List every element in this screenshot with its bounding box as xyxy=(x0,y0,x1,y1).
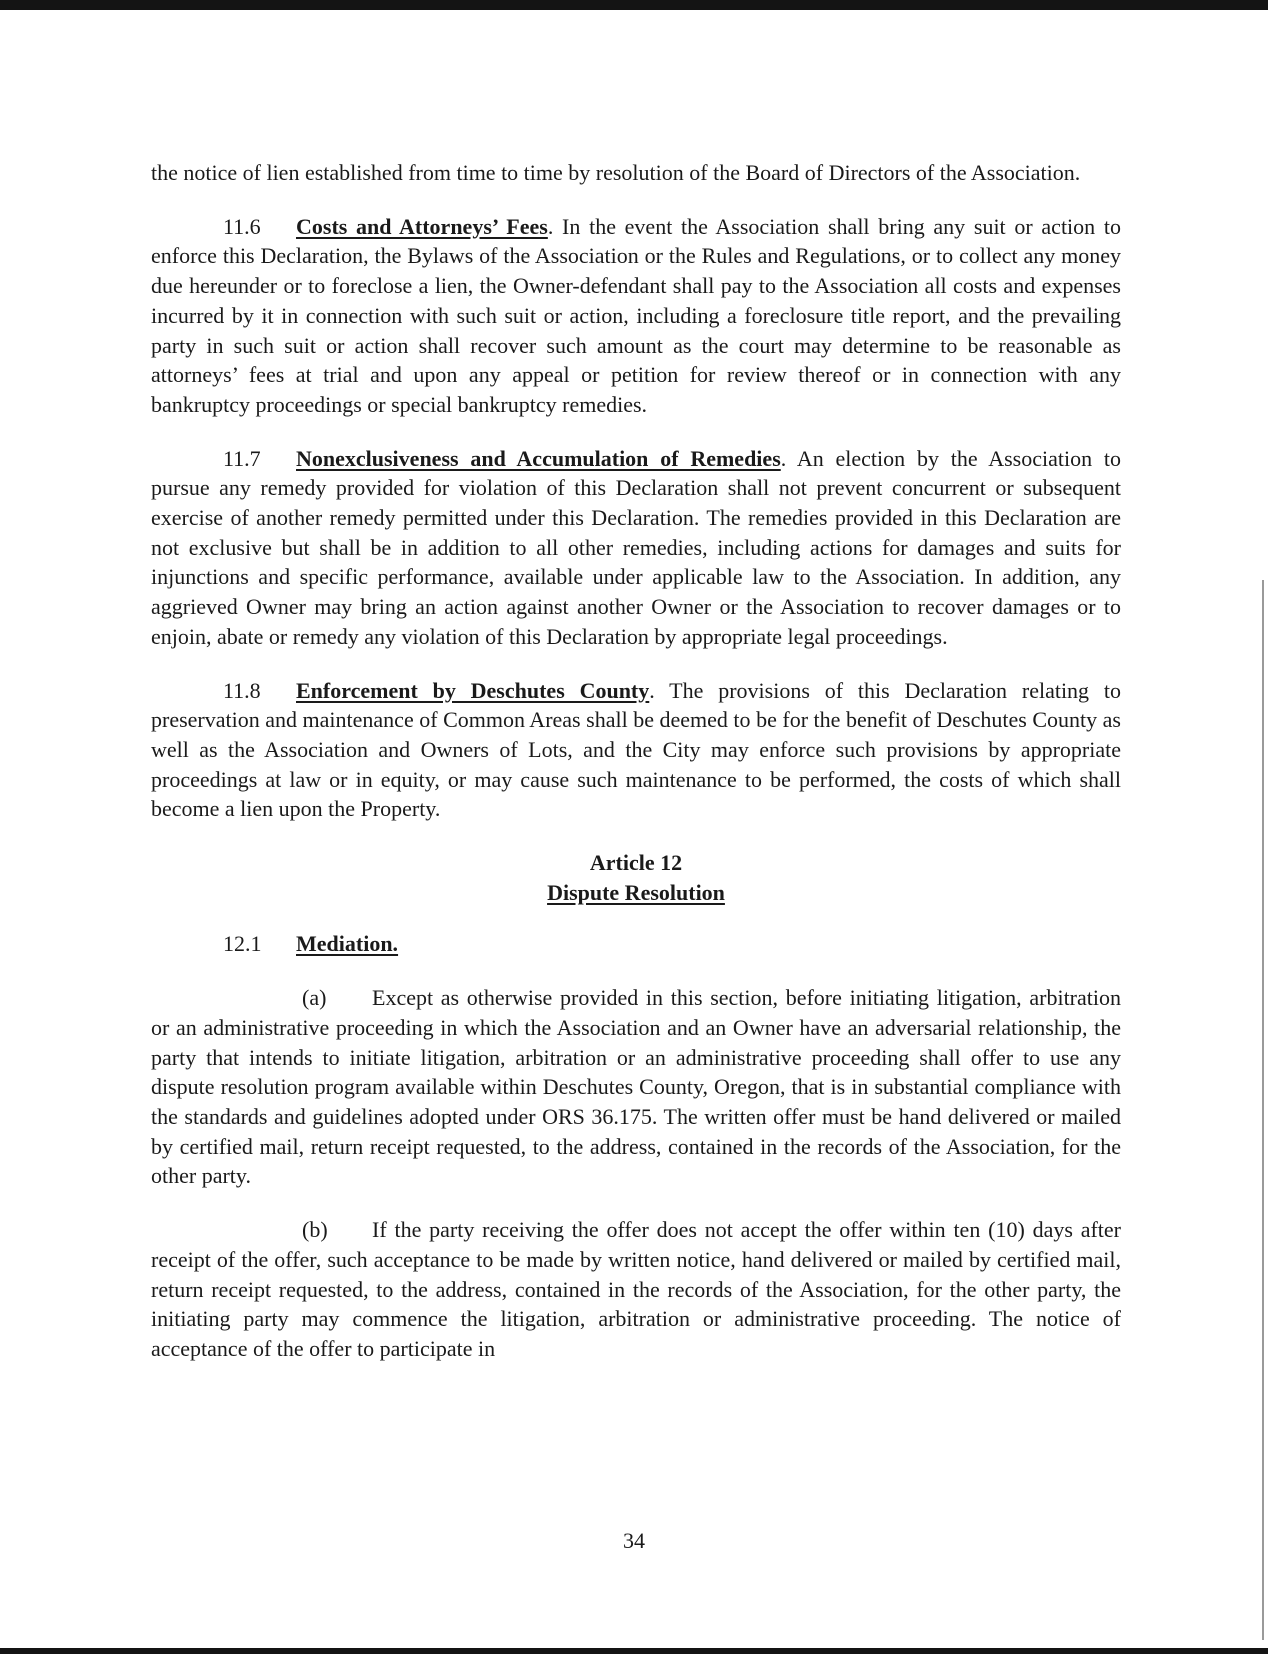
subsection-a xyxy=(151,983,1121,1191)
carryover-paragraph: the notice of lien established from time to time by resolution of the Board of Directors of the Association. xyxy=(151,160,1081,185)
section-body: An election by the Association to pursue any remedy provided for violation of this Declaration shall not prevent concurrent or subsequent exercise of another remedy permitted under this Declaration. The remedies provided in this Declaration are not exclusive but shall be in addition to all other remedies, including actions for damages and suits for injunctions and specific performance, available under applicable law to the Association. In addition, any aggrieved Owner may bring an action against another Owner or the Association to recover damages or to enjoin, abate or remedy any violation of this Declaration by appropriate legal proceedings. xyxy=(151,445,1121,649)
article-heading xyxy=(151,848,1121,907)
page-number: 34 xyxy=(623,1528,645,1553)
section-body: The provisions of this Declaration relating to preservation and maintenance of Common Areas shall be deemed to be for the benefit of Deschutes County as well as the Association and Owners of Lots, and the City may enforce such provisions by appropriate proceedings at law or in equity, or may cause such maintenance to be performed, the costs of which shall become a lien upon the Property. xyxy=(151,677,1121,822)
section-12-1 xyxy=(151,929,1121,959)
subsection-b xyxy=(151,1215,1121,1364)
section-number: 12.1 xyxy=(223,931,262,957)
scan-edge-right xyxy=(1262,580,1264,1640)
section-number: 11.8 xyxy=(223,677,261,703)
section-heading: Nonexclusiveness and Accumulation of Remedies xyxy=(296,445,781,471)
section-heading: Costs and Attorneys’ Fees xyxy=(296,213,548,239)
section-number: 11.6 xyxy=(223,213,261,239)
section-number: 11.7 xyxy=(223,445,261,471)
subsection-body: Except as otherwise provided in this section, before initiating litigation, arbitration or an administrative proceeding in which the Association and an Owner have an adversarial relationship, the party that intends to initiate litigation, arbitration or an administrative proceeding shall offer to use any dispute resolution program available within Deschutes County, Oregon, that is in substantial compliance with the standards and guidelines adopted under ORS 36.175. The written offer must be hand delivered or mailed by certified mail, return receipt requested, to the address, contained in the records of the Association, for the other party. xyxy=(151,985,1121,1189)
section-11-8: 11.8 Enforcement by Deschutes County. The provisions of this Declaration relating to preservation and maintenance of Common Areas shall be deemed to be for the benefit of Deschutes County as well as the Association and Owners of Lots, and the City may enforce such provisions by appropriate proceedings at law or in equity, or may cause such maintenance to be performed, the costs of which shall become a lien upon the Property. xyxy=(151,677,1121,822)
subsection-label: (a) xyxy=(302,985,327,1011)
section-11-7: 11.7 Nonexclusiveness and Accumulation of Remedies. An election by the Association to pursue any remedy provided for violation of this Declaration shall not prevent concurrent or subsequent exercise of another remedy permitted under this Declaration. The remedies provided in this Declaration are not exclusive but shall be in addition to all other remedies, including actions for damages and suits for injunctions and specific performance, available under applicable law to the Association. In addition, any aggrieved Owner may bring an action against another Owner or the Association to recover damages or to enjoin, abate or remedy any violation of this Declaration by appropriate legal proceedings. xyxy=(151,445,1121,649)
subsection-body: If the party receiving the offer does not accept the offer within ten (10) days after receipt of the offer, such acceptance to be made by written notice, hand delivered or mailed by certified mail, return receipt requested, to the address, contained in the records of the Association, for the other party, the initiating party may commence the litigation, arbitration or administrative proceeding. The notice of acceptance of the offer to participate in xyxy=(151,1217,1121,1361)
subsection-label: (b) xyxy=(302,1217,328,1243)
article-title: Dispute Resolution xyxy=(547,879,725,905)
document-page xyxy=(151,158,1121,1388)
section-heading: Mediation. xyxy=(296,931,399,957)
section-11-6: 11.6 Costs and Attorneys’ Fees. In the event the Association shall bring any suit or action to enforce this Declaration, the Bylaws of the Association or the Rules and Regulations, or to collect any money due hereunder or to foreclose a lien, the Owner-defendant shall pay to the Association all costs and expenses incurred by it in connection with such suit or action, including a foreclosure title report, and the prevailing party in such suit or action shall recover such amount as the court may determine to be reasonable as attorneys’ fees at trial and upon any appeal or petition for review thereof or in connection with any bankruptcy proceedings or special bankruptcy remedies. xyxy=(151,213,1121,417)
scan-border-top xyxy=(0,0,1268,10)
section-heading: Enforcement by Deschutes County xyxy=(296,677,650,703)
scan-border-bottom xyxy=(0,1648,1268,1654)
article-label: Article 12 xyxy=(589,850,683,876)
section-body: In the event the Association shall bring any suit or action to enforce this Declaration, the Bylaws of the Association or the Rules and Regulations, or to collect any money due hereunder or to foreclose a lien, the Owner-defendant shall pay to the Association all costs and expenses incurred by it in connection with such suit or action, including a foreclosure title report, and the prevailing party in such suit or action shall recover such amount as the court may determine to be reasonable as attorneys’ fees at trial and upon any appeal or petition for review thereof or in connection with any bankruptcy proceedings or special bankruptcy remedies. xyxy=(151,213,1121,417)
